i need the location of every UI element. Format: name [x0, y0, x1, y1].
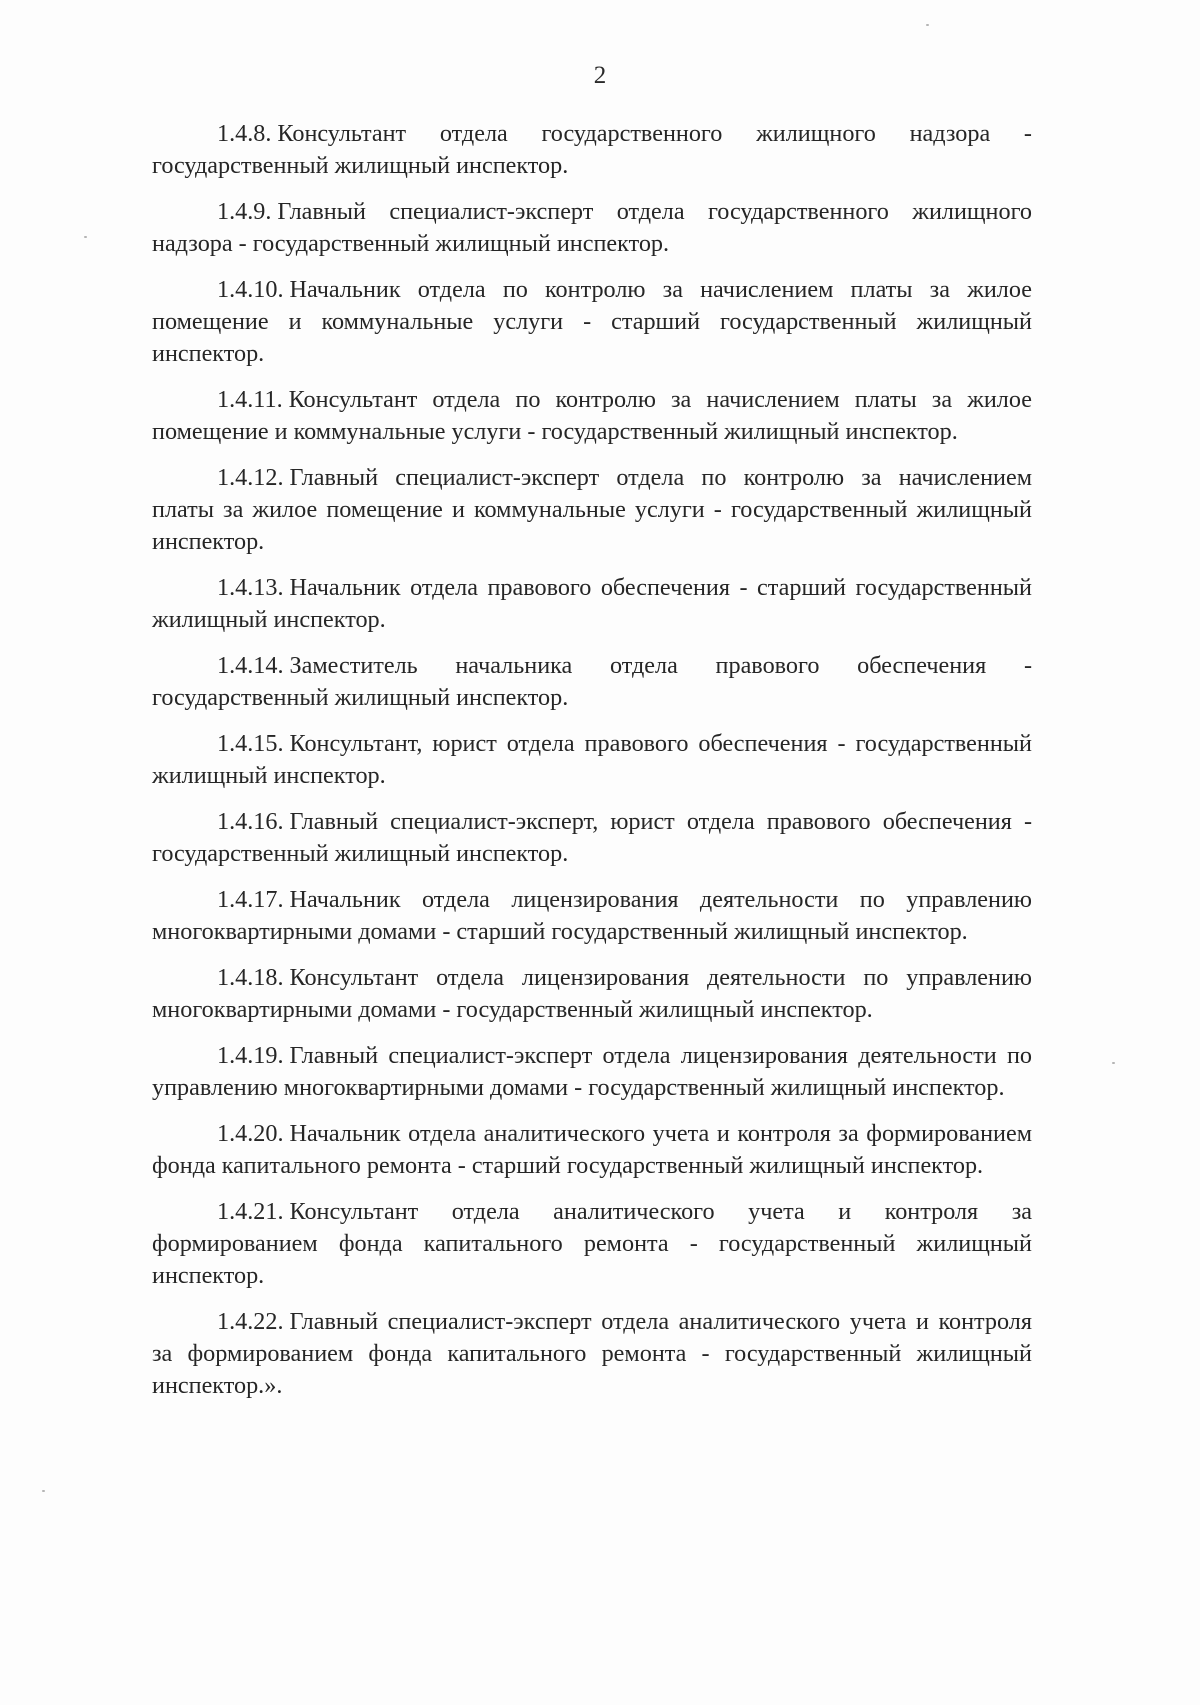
clause-1-4-16	[152, 806, 1032, 870]
page-number: 2	[593, 62, 607, 89]
clause-1-4-21	[152, 1196, 1032, 1292]
clause-text: Главный специалист-эксперт отдела государственного жилищного надзора - государственный жилищный инспектор.	[152, 198, 1032, 257]
clause-1-4-12	[152, 462, 1032, 558]
clause-number: 1.4.19.	[217, 1042, 284, 1069]
document-body	[152, 118, 1032, 1416]
clause-text: Начальник отдела аналитического учета и контроля за формированием фонда капитального ремонта - старший государственный жилищный инспектор.	[152, 1120, 1032, 1179]
clause-1-4-10	[152, 274, 1032, 370]
clause-text: Консультант отдела государственного жилищного надзора - государственный жилищный инспектор.	[152, 120, 1032, 179]
clause-number: 1.4.14.	[217, 652, 284, 679]
clause-number: 1.4.9.	[217, 198, 272, 225]
clause-number: 1.4.11.	[217, 386, 283, 413]
clause-number: 1.4.20.	[217, 1120, 284, 1147]
clause-text: Главный специалист-эксперт отдела по контролю за начислением платы за жилое помещение и коммунальные услуги - государственный жилищный инспектор.	[152, 464, 1032, 555]
clause-number: 1.4.18.	[217, 964, 284, 991]
scan-speck	[42, 1490, 45, 1492]
clause-1-4-22	[152, 1306, 1032, 1402]
scan-speck	[84, 236, 87, 238]
clause-number: 1.4.8.	[217, 120, 272, 147]
clause-text: Главный специалист-эксперт отдела лицензирования деятельности по управлению многоквартирными домами - государственный жилищный инспектор.	[152, 1042, 1032, 1101]
clause-text: Главный специалист-эксперт, юрист отдела правового обеспечения - государственный жилищный инспектор.	[152, 808, 1032, 867]
clause-1-4-13	[152, 572, 1032, 636]
clause-1-4-18	[152, 962, 1032, 1026]
clause-number: 1.4.12.	[217, 464, 284, 491]
clause-text: Начальник отдела правового обеспечения - старший государственный жилищный инспектор.	[152, 574, 1032, 633]
clause-1-4-20	[152, 1118, 1032, 1182]
clause-number: 1.4.17.	[217, 886, 284, 913]
clause-text: Консультант отдела лицензирования деятельности по управлению многоквартирными домами - государственный жилищный инспектор.	[152, 964, 1032, 1023]
clause-1-4-15	[152, 728, 1032, 792]
clause-text: Главный специалист-эксперт отдела аналитического учета и контроля за формированием фонда капитального ремонта - государственный жилищный инспектор.».	[152, 1308, 1032, 1399]
clause-1-4-9	[152, 196, 1032, 260]
clause-number: 1.4.15.	[217, 730, 284, 757]
scan-speck	[926, 24, 929, 26]
clause-number: 1.4.22.	[217, 1308, 284, 1335]
clause-1-4-11	[152, 384, 1032, 448]
clause-text: Консультант отдела по контролю за начислением платы за жилое помещение и коммунальные услуги - государственный жилищный инспектор.	[152, 386, 1032, 445]
clause-1-4-19	[152, 1040, 1032, 1104]
clause-text: Консультант, юрист отдела правового обеспечения - государственный жилищный инспектор.	[152, 730, 1032, 789]
clause-1-4-17	[152, 884, 1032, 948]
clause-text: Заместитель начальника отдела правового обеспечения - государственный жилищный инспектор.	[152, 652, 1032, 711]
clause-text: Консультант отдела аналитического учета и контроля за формированием фонда капитального ремонта - государственный жилищный инспектор.	[152, 1198, 1032, 1289]
clause-1-4-14	[152, 650, 1032, 714]
clause-number: 1.4.21.	[217, 1198, 284, 1225]
clause-text: Начальник отдела по контролю за начислением платы за жилое помещение и коммунальные услуги - старший государственный жилищный инспектор.	[152, 276, 1032, 367]
clause-number: 1.4.10.	[217, 276, 284, 303]
clause-1-4-8	[152, 118, 1032, 182]
clause-text: Начальник отдела лицензирования деятельности по управлению многоквартирными домами - старший государственный жилищный инспектор.	[152, 886, 1032, 945]
clause-number: 1.4.16.	[217, 808, 284, 835]
clause-number: 1.4.13.	[217, 574, 284, 601]
scan-speck	[1112, 1062, 1115, 1064]
